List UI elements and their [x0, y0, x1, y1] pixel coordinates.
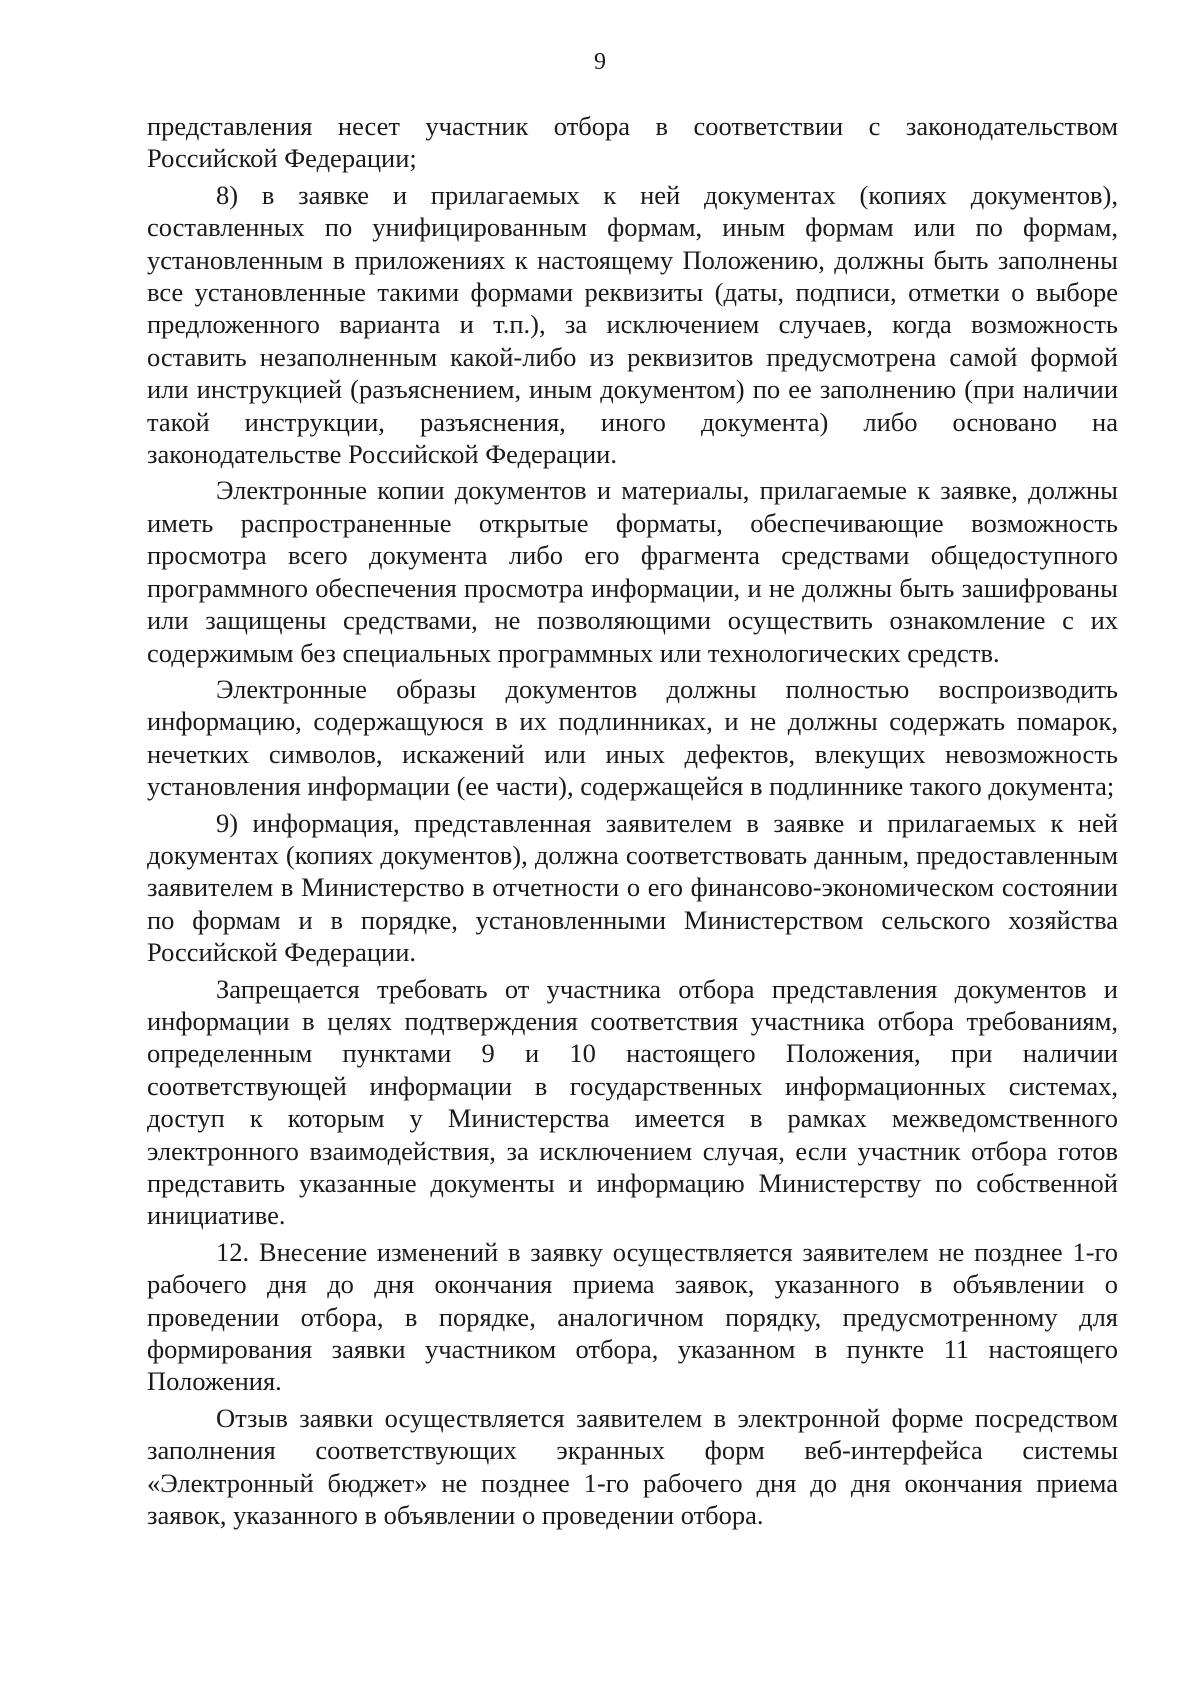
page-number: 9 — [594, 49, 606, 75]
paragraph-electronic-copies: Электронные копии документов и материалы, прилагаемые к заявке, должны иметь распространенные открытые форматы, обеспечивающие возможность просмотра всего документа либо его фрагмента средствами общедоступного программного обеспечения просмотра информации, и не должны быть зашифрованы или защищены средствами, не позволяющими осуществить ознакомление с их содержимым без специальных программных или технологических средств. — [147, 475, 1118, 668]
paragraph-section-12: 12. Внесение изменений в заявку осуществляется заявителем не позднее 1-го рабочего дня до дня окончания приема заявок, указанного в объявлении о проведении отбора, в порядке, аналогичном порядку, предусмотренному для формирования заявки участником отбора, указанном в пункте 11 настоящего Положения. — [147, 1236, 1118, 1397]
paragraph-item-9: 9) информация, представленная заявителем в заявке и прилагаемых к ней документах (копиях документов), должна соответствовать данным, предоставленным заявителем в Министерство в отчетности о его финансово-экономическом состоянии по формам и в порядке, установленными Министерством сельского хозяйства Российской Федерации. — [147, 807, 1118, 968]
paragraph-prohibition: Запрещается требовать от участника отбора представления документов и информации в целях подтверждения соответствия участника отбора требованиям, определенным пунктами 9 и 10 настоящего Положения, при наличии соответствующей информации в государственных информационных системах, доступ к которым у Министерства имеется в рамках межведомственного электронного взаимодействия, за исключением случая, если участник отбора готов представить указанные документы и информацию Министерству по собственной инициативе. — [147, 973, 1118, 1231]
paragraph-item-8: 8) в заявке и прилагаемых к ней документах (копиях документов), составленных по унифицированным формам, иным формам или по формам, установленным в приложениях к настоящему Положению, должны быть заполнены все установленные такими формами реквизиты (даты, подписи, отметки о выборе предложенного варианта и т.п.), за исключением случаев, когда возможность оставить незаполненным какой-либо из реквизитов предусмотрена самой формой или инструкцией (разъяснением, иным документом) по ее заполнению (при наличии такой инструкции, разъяснения, иного документа) либо основано на законодательстве Российской Федерации. — [147, 179, 1118, 470]
paragraph-electronic-images: Электронные образы документов должны полностью воспроизводить информацию, содержащуюся в их подлинниках, и не должны содержать помарок, нечетких символов, искажений или иных дефектов, влекущих невозможность установления информации (ее части), содержащейся в подлиннике такого документа; — [147, 673, 1118, 802]
document-body — [147, 110, 1118, 1531]
paragraph-continuation: представления несет участник отбора в соответствии с законодательством Российской Федерации; — [147, 111, 1118, 174]
paragraph-withdrawal: Отзыв заявки осуществляется заявителем в электронной форме посредством заполнения соответствующих экранных форм веб-интерфейса системы «Электронный бюджет» не позднее 1-го рабочего дня до дня окончания приема заявок, указанного в объявлении о проведении отбора. — [147, 1402, 1118, 1531]
